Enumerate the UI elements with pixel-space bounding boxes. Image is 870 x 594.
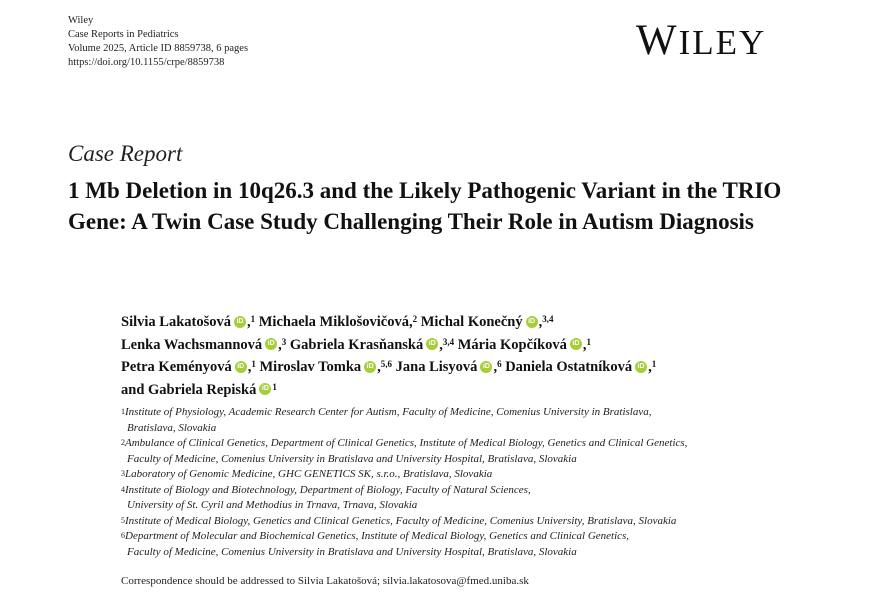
author-7: Petra Keményová iD ,$^1$ <box>121 359 256 376</box>
journal-name: Case Reports in Pediatrics <box>68 29 179 40</box>
author-6: Mária Kopčíková iD ,$^1$ <box>457 336 592 353</box>
orcid-icon[interactable]: iD <box>426 338 438 350</box>
author-8: Miroslav Tomka iD ,$^{5,6}$ <box>259 359 393 376</box>
correspondence-line: Correspondence should be addressed to Silvia Lakatošová; silvia.lakatosova@fmed.uniba.sk <box>121 575 529 587</box>
wiley-logo: WILEY <box>636 17 767 64</box>
affiliation-6: $^6$Department of Molecular and Biochemical Genetics, Institute of Medical Biology, Genetics and Clinical Genetics, Faculty of Medicine, Comenius University in Bratislava and University Hospital, Bratislava, Slovakia <box>121 530 630 558</box>
author-3: Michal Konečný iD ,$^{3,4}$ <box>420 314 554 330</box>
article-title: 1 Mb Deletion in 10q26.3 and the Likely Pathogenic Variant in the TRIO Gene: A Twin Case Study Challenging Their Role in Autism Diagnosis <box>68 178 782 234</box>
author-11: and Gabriela Repiská iD $^1$ <box>121 381 277 398</box>
article-type: Case Report <box>68 141 183 166</box>
author-2: Michaela Miklošovičová,$^2$ <box>258 314 418 330</box>
orcid-icon[interactable]: iD <box>234 316 246 328</box>
affiliation-5: $^5$Institute of Medical Biology, Genetics and Clinical Genetics, Faculty of Medicine, Comenius University, Bratislava, Slovakia <box>121 514 677 527</box>
affiliation-2: $^2$Ambulance of Clinical Genetics, Department of Clinical Genetics, Institute of Medical Biology, Genetics and Clinical Genetics, Faculty of Medicine, Comenius University in Bratislava and University Hospital, Bratislava, Slovakia <box>121 437 688 465</box>
affiliation-4: $^4$Institute of Biology and Biotechnology, Department of Biology, Faculty of Natural Sciences, University of St. Cyril and Methodius in Trnava, Trnava, Slovakia <box>121 483 531 511</box>
journal-header <box>68 14 248 70</box>
author-4: Lenka Wachsmannová iD ,$^3$ <box>121 336 287 353</box>
publisher-name: Wiley <box>68 15 94 26</box>
volume-info: Volume 2025, Article ID 8859738, 6 pages <box>68 43 249 54</box>
author-9: Jana Lisyová iD ,$^6$ <box>395 359 502 376</box>
orcid-icon[interactable]: iD <box>259 383 271 395</box>
orcid-icon[interactable]: iD <box>570 338 582 350</box>
orcid-icon[interactable]: iD <box>480 361 492 373</box>
orcid-icon[interactable]: iD <box>635 361 647 373</box>
affiliation-1: $^1$Institute of Physiology, Academic Research Center for Autism, Faculty of Medicine, Comenius University in Bratislava, Bratislava, Slovakia <box>121 406 652 434</box>
affiliation-3: $^3$Laboratory of Genomic Medicine, GHC GENETICS SK, s.r.o., Bratislava, Slovakia <box>121 468 493 480</box>
author-list <box>121 311 821 401</box>
orcid-icon[interactable]: iD <box>526 316 538 328</box>
orcid-icon[interactable]: iD <box>265 338 277 350</box>
author-10: Daniela Ostatníková iD ,$^1$ <box>505 359 657 376</box>
affiliation-list <box>121 405 841 560</box>
orcid-icon[interactable]: iD <box>235 361 247 373</box>
orcid-icon[interactable]: iD <box>364 361 376 373</box>
author-1: Silvia Lakatošová iD ,$^1$ <box>121 314 256 330</box>
doi-link[interactable]: https://doi.org/10.1155/crpe/8859738 <box>68 57 225 68</box>
author-5: Gabriela Krasňanská iD ,$^{3,4}$ <box>289 336 455 353</box>
